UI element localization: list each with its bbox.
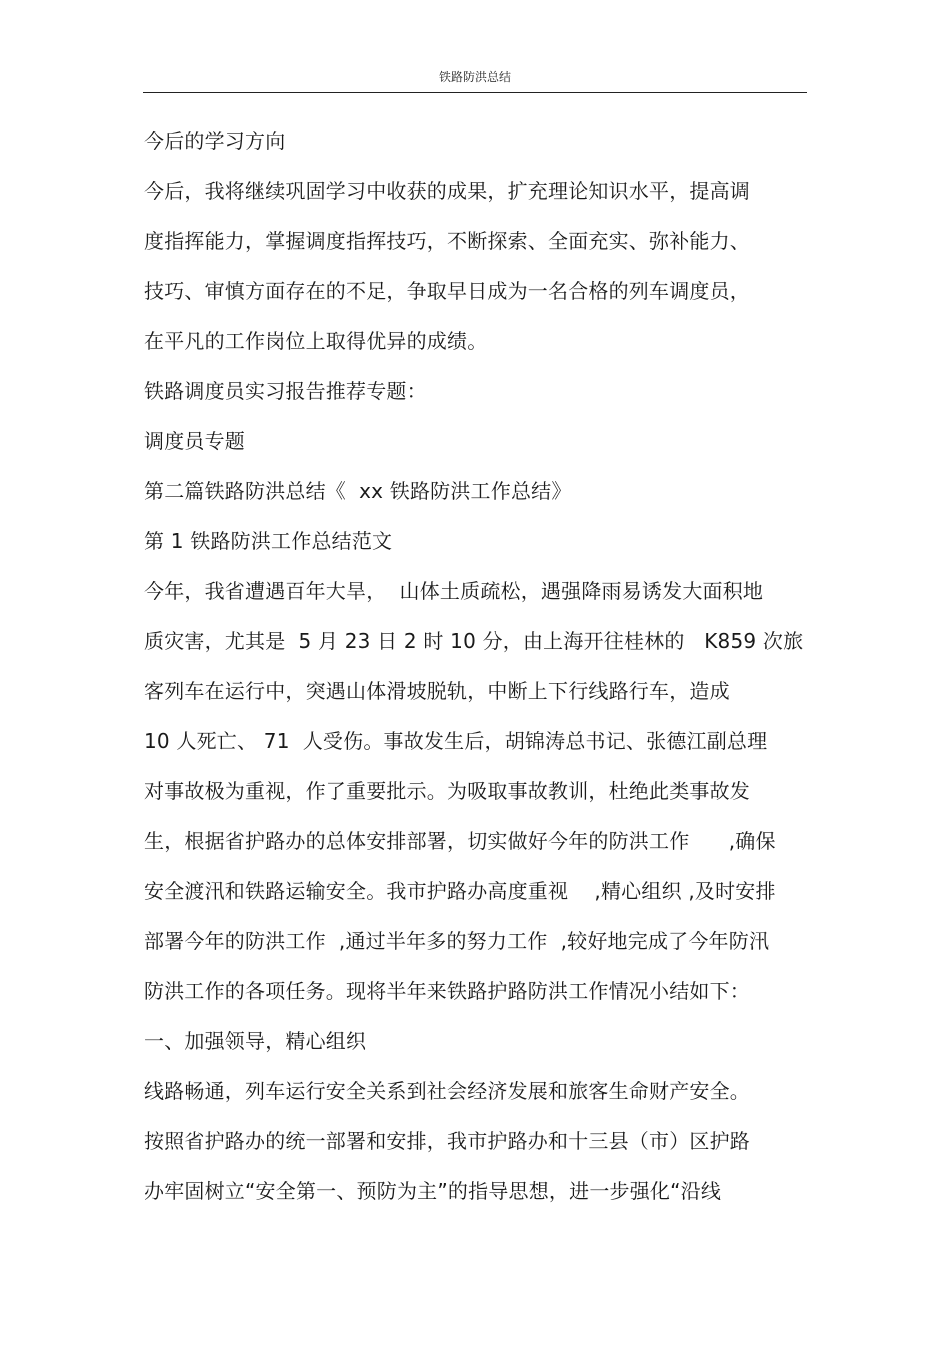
document-body xyxy=(144,116,814,1216)
text-line: 安全渡汛和铁路运输安全。我市护路办高度重视 ,精心组织 ,及时安排 xyxy=(144,879,776,903)
page-header xyxy=(143,62,807,93)
text-line: 办牢固树立“安全第一、预防为主”的指导思想，进一步强化“沿线 xyxy=(144,1179,722,1203)
text-line: 客列车在运行中，突遇山体滑坡脱轨，中断上下行线路行车，造成 xyxy=(144,679,730,703)
text-line: 今年，我省遭遇百年大旱， 山体土质疏松，遇强降雨易诱发大面积地 xyxy=(144,579,764,603)
text-line: 第二篇铁路防洪总结《 xx 铁路防洪工作总结》 xyxy=(144,479,572,503)
text-line: 第 1 铁路防洪工作总结范文 xyxy=(144,529,393,553)
text-line: 调度员专题 xyxy=(144,429,245,453)
text-line: 按照省护路办的统一部署和安排，我市护路办和十三县（市）区护路 xyxy=(144,1129,750,1153)
text-line: 今后，我将继续巩固学习中收获的成果，扩充理论知识水平，提高调 xyxy=(144,179,750,203)
text-line: 铁路调度员实习报告推荐专题： xyxy=(144,379,427,403)
text-line: 部署今年的防洪工作 ,通过半年多的努力工作 ,较好地完成了今年防汛 xyxy=(144,929,770,953)
text-line: 一、加强领导，精心组织 xyxy=(144,1029,367,1053)
text-line: 对事故极为重视，作了重要批示。为吸取事故教训，杜绝此类事故发 xyxy=(144,779,750,803)
text-line: 度指挥能力，掌握调度指挥技巧，不断探索、全面充实、弥补能力、 xyxy=(144,229,750,253)
text-line: 10 人死亡、 71 人受伤。事故发生后，胡锦涛总书记、张德江副总理 xyxy=(144,729,768,753)
text-line: 线路畅通，列车运行安全关系到社会经济发展和旅客生命财产安全。 xyxy=(144,1079,750,1103)
text-line: 质灾害，尤其是 5 月 23 日 2 时 10 分，由上海开往桂林的 K859 次旅 xyxy=(144,629,804,653)
text-line: 技巧、审慎方面存在的不足，争取早日成为一名合格的列车调度员， xyxy=(144,279,750,303)
text-line: 生，根据省护路办的总体安排部署，切实做好今年的防洪工作 ,确保 xyxy=(144,829,776,853)
text-line: 防洪工作的各项任务。现将半年来铁路护路防洪工作情况小结如下： xyxy=(144,979,750,1003)
header-title: 铁路防洪总结 xyxy=(438,70,511,84)
text-line: 今后的学习方向 xyxy=(144,129,286,153)
text-line: 在平凡的工作岗位上取得优异的成绩。 xyxy=(144,329,488,353)
